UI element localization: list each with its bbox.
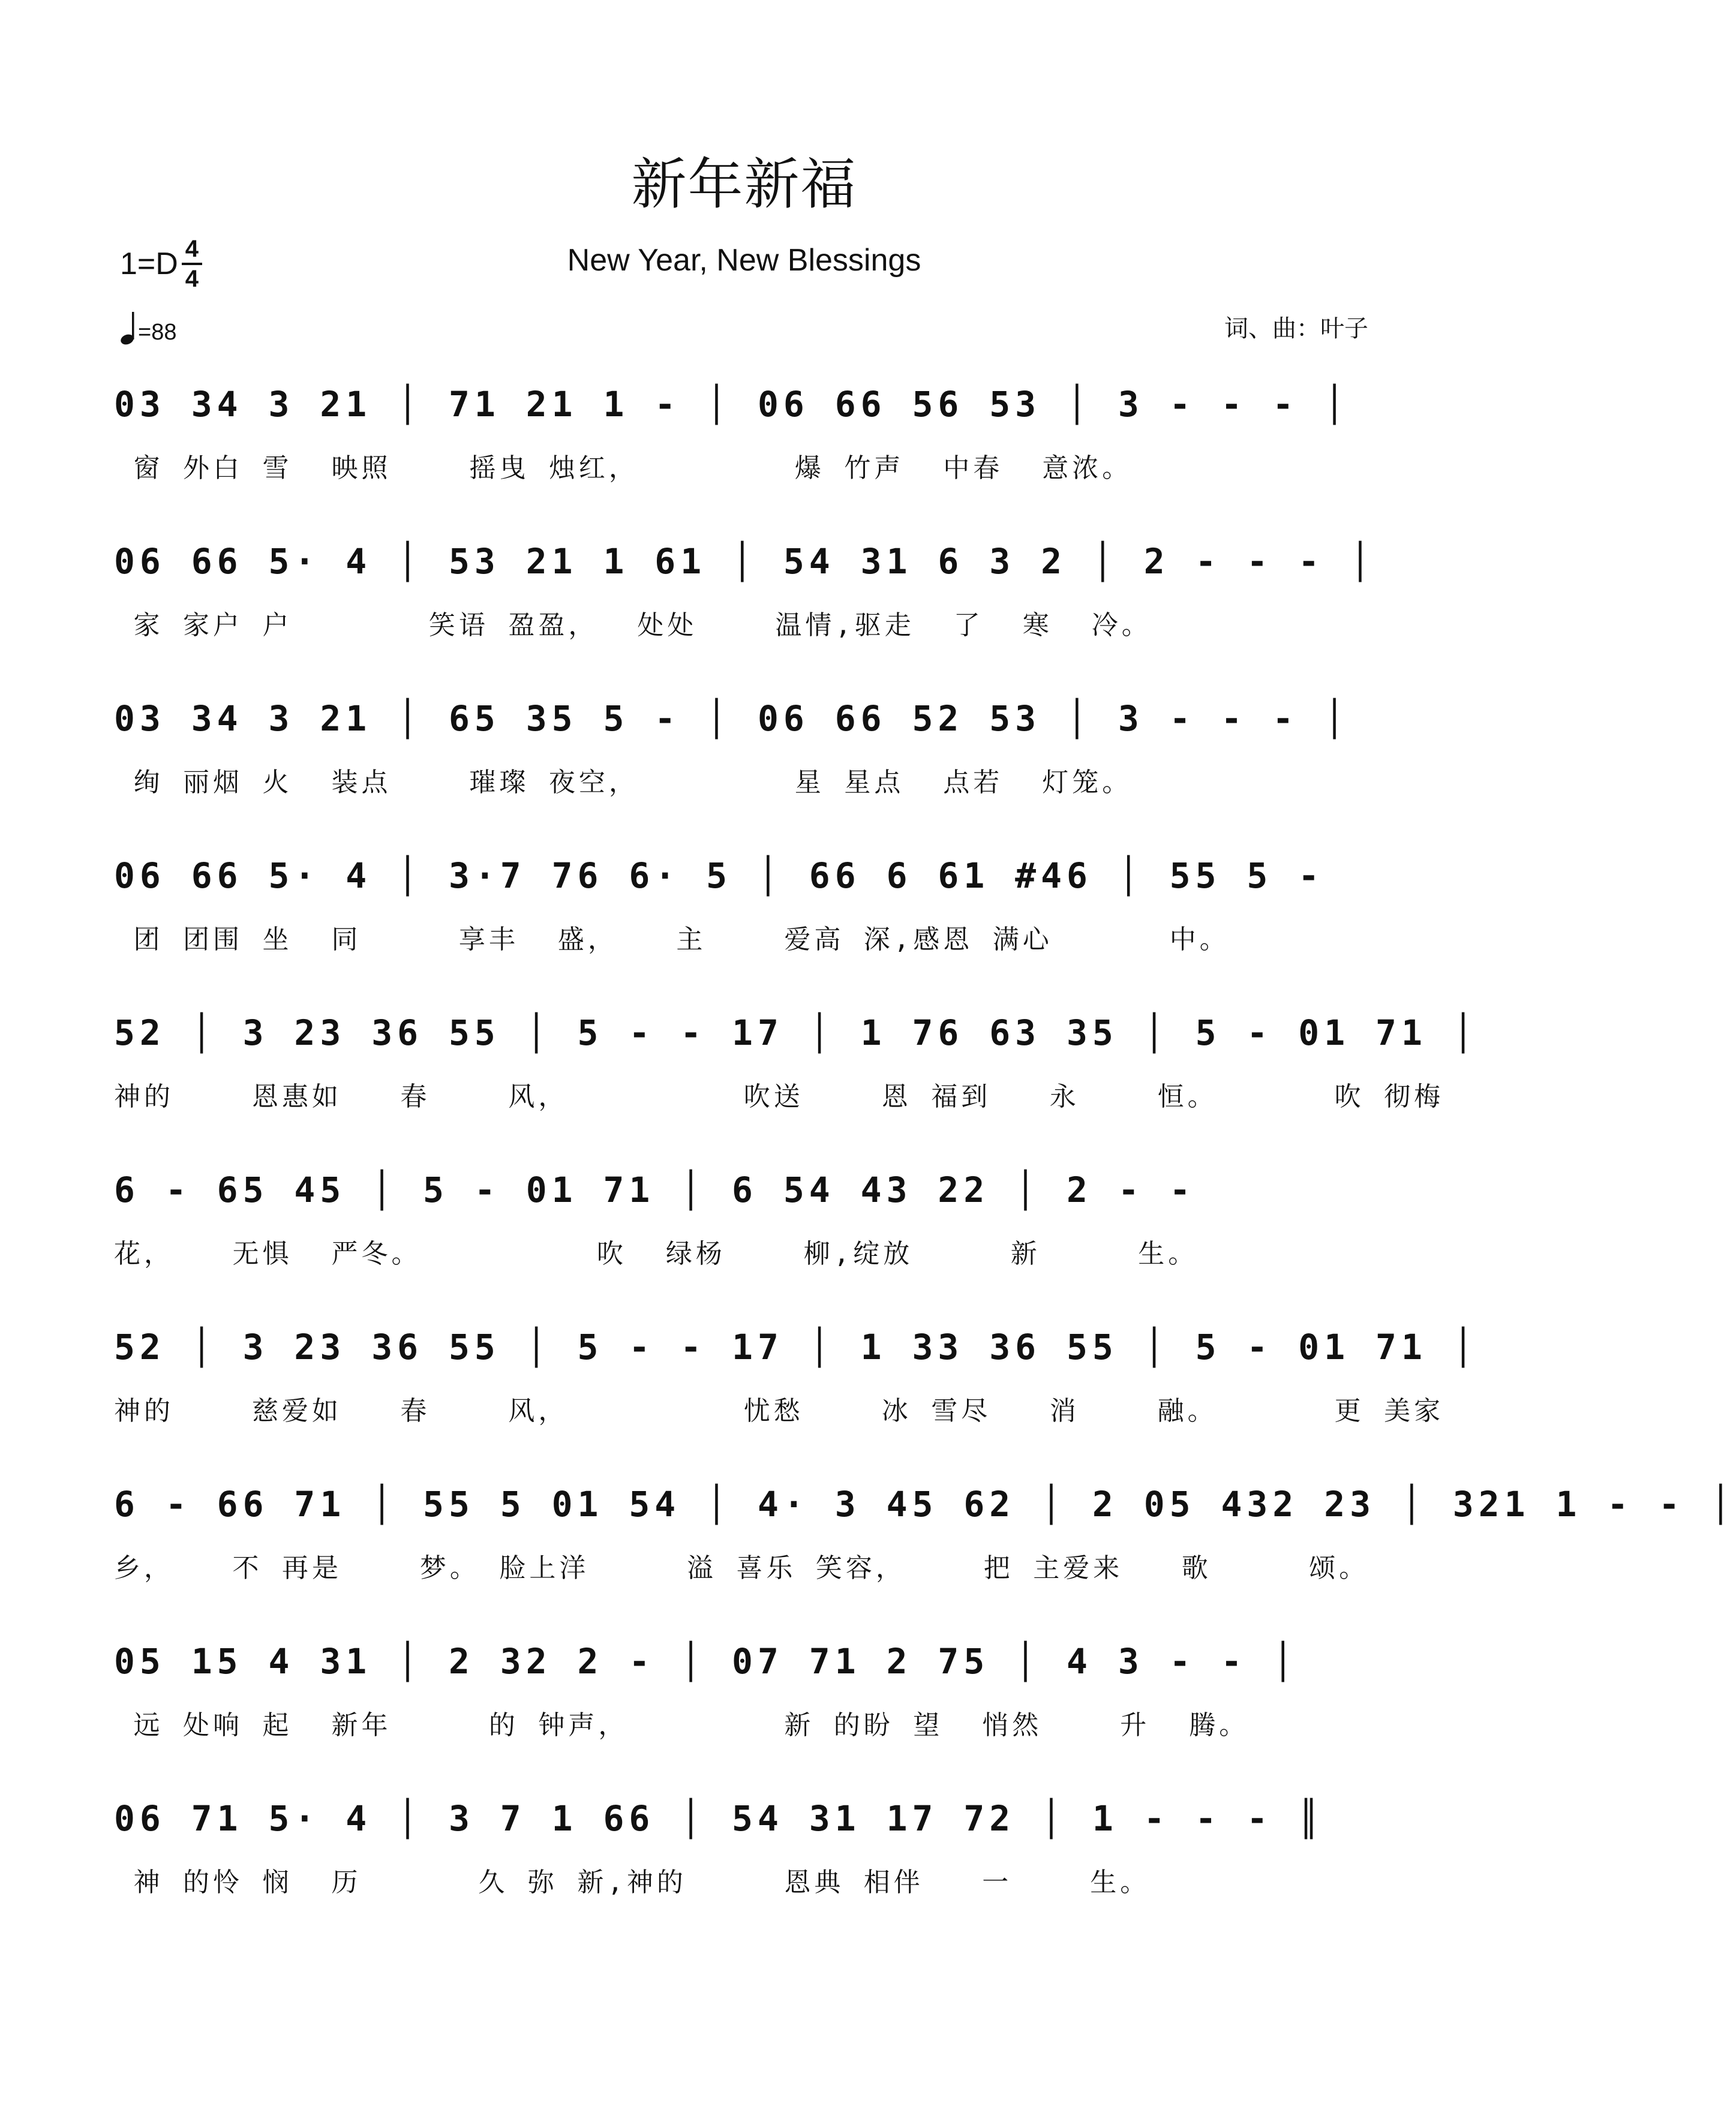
time-signature — [182, 235, 202, 293]
key-label: 1=D — [120, 247, 178, 281]
notation-line: 05 15 4 31 │ 2 32 2 - │ 07 71 2 75 │ 4 3 - - │ — [114, 1641, 1299, 1682]
lyrics-line: 团 团围 坐 同 享丰 盛， 主 爱高 深,感恩 满心 中。 — [114, 924, 1230, 955]
time-signature-top: 4 — [185, 236, 199, 262]
notation-line: 03 34 3 21 │ 65 35 5 - │ 06 66 52 53 │ 3 - - - │ — [114, 698, 1350, 739]
lyrics-line: 窗 外白 雪 映照 摇曳 烛红， 爆 竹声 中春 意浓。 — [114, 453, 1133, 483]
time-signature-bottom: 4 — [185, 266, 199, 292]
lyrics-line: 花， 无惧 严冬。 吹 绿杨 柳,绽放 新 生。 — [114, 1239, 1199, 1269]
lyrics-line: 乡， 不 再是 梦。 脸上洋 溢 喜乐 笑容， 把 主爱来 歌 颂。 — [114, 1553, 1369, 1583]
page-title: 新年新福 — [631, 152, 857, 217]
lyrics-line: 神的 恩惠如 春 风， 吹送 恩 福到 永 恒。 吹 彻梅 — [114, 1081, 1444, 1112]
lyrics-line: 神的 慈爱如 春 风， 忧愁 冰 雪尽 消 融。 更 美家 — [114, 1396, 1444, 1426]
tempo-marking — [120, 311, 176, 345]
lyrics-line: 神 的怜 悯 历 久 弥 新,神的 恩典 相伴 一 生。 — [114, 1867, 1151, 1898]
page-subtitle: New Year, New Blessings — [567, 243, 921, 278]
notation-line: 06 66 5· 4 │ 3·7 76 6· 5 │ 66 6 61 #46 │ 55 5 - — [114, 855, 1350, 896]
notation-line: 6 - 65 45 │ 5 - 01 71 │ 6 54 43 22 │ 2 - - — [114, 1170, 1221, 1210]
notation-line: 06 71 5· 4 │ 3 7 1 66 │ 54 31 17 72 │ 1 - - - ║ — [114, 1798, 1324, 1839]
notation-line: 52 │ 3 23 36 55 │ 5 - - 17 │ 1 33 36 55 │ 5 - 01 71 │ — [114, 1327, 1479, 1367]
lyrics-line: 家 家户 户 笑语 盈盈， 处处 温情,驱走 了 寒 冷。 — [114, 610, 1152, 641]
key-signature — [120, 235, 202, 293]
notation-line: 03 34 3 21 │ 71 21 1 - │ 06 66 56 53 │ 3 - - - │ — [114, 384, 1350, 425]
notation-line: 52 │ 3 23 36 55 │ 5 - - 17 │ 1 76 63 35 │ 5 - 01 71 │ — [114, 1012, 1479, 1053]
lyrics-line: 绚 丽烟 火 装点 璀璨 夜空， 星 星点 点若 灯笼。 — [114, 767, 1133, 798]
lyrics-line: 远 处响 起 新年 的 钟声， 新 的盼 望 悄然 升 腾。 — [114, 1710, 1250, 1741]
quarter-note-icon — [120, 311, 138, 345]
notation-line: 06 66 5· 4 │ 53 21 1 61 │ 54 31 6 3 2 │ 2 - - - │ — [114, 541, 1376, 582]
credit-line: 词、曲：叶子 — [1224, 315, 1368, 342]
tempo-value: =88 — [138, 320, 177, 345]
notation-line: 6 - 66 71 │ 55 5 01 54 │ 4· 3 45 62 │ 2 05 432 23 │ 321 1 - - │ — [114, 1484, 1736, 1525]
